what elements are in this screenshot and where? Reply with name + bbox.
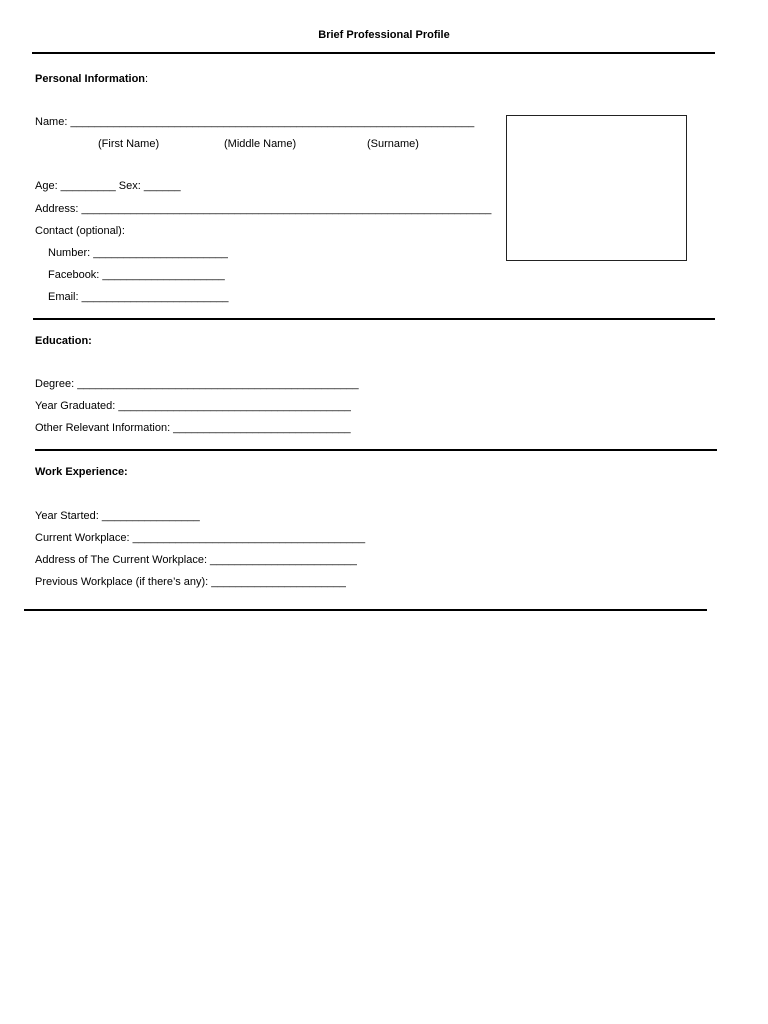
surname-hint: (Surname) — [367, 138, 419, 150]
year-started-field[interactable]: Year Started: ________________ — [35, 510, 200, 522]
middle-name-hint: (Middle Name) — [224, 138, 297, 150]
year-graduated-field[interactable]: Year Graduated: ______________________________________ — [35, 400, 351, 412]
work-heading: Work Experience: — [35, 466, 128, 478]
email-field[interactable]: Email: ________________________ — [48, 291, 229, 303]
education-divider — [35, 449, 717, 451]
contact-label: Contact (optional): — [35, 225, 125, 237]
current-workplace-field[interactable]: Current Workplace: ______________________________________ — [35, 532, 366, 544]
current-workplace-address-field[interactable]: Address of The Current Workplace: ________________________ — [35, 554, 357, 566]
personal-info-heading-colon: : — [145, 73, 149, 85]
first-name-hint: (First Name) — [98, 138, 160, 150]
facebook-field[interactable]: Facebook: ____________________ — [48, 269, 225, 281]
name-field[interactable]: Name: __________________________________________________________________ — [35, 116, 475, 128]
personal-info-heading: Personal Information — [35, 73, 146, 85]
education-heading: Education: — [35, 335, 92, 347]
personal-heading-row — [35, 73, 148, 86]
photo-box — [506, 115, 687, 261]
previous-workplace-field[interactable]: Previous Workplace (if there’s any): ______________________ — [35, 576, 346, 588]
age-sex-field[interactable]: Age: _________ Sex: ______ — [35, 180, 181, 192]
other-info-field[interactable]: Other Relevant Information: _____________________________ — [35, 422, 351, 434]
page-title: Brief Professional Profile — [318, 29, 450, 41]
address-field[interactable]: Address: ___________________________________________________________________ — [35, 203, 492, 215]
title-divider — [32, 52, 715, 54]
degree-field[interactable]: Degree: ______________________________________________ — [35, 378, 359, 390]
work-divider — [24, 609, 707, 611]
number-field[interactable]: Number: ______________________ — [48, 247, 228, 259]
personal-divider — [33, 318, 715, 320]
